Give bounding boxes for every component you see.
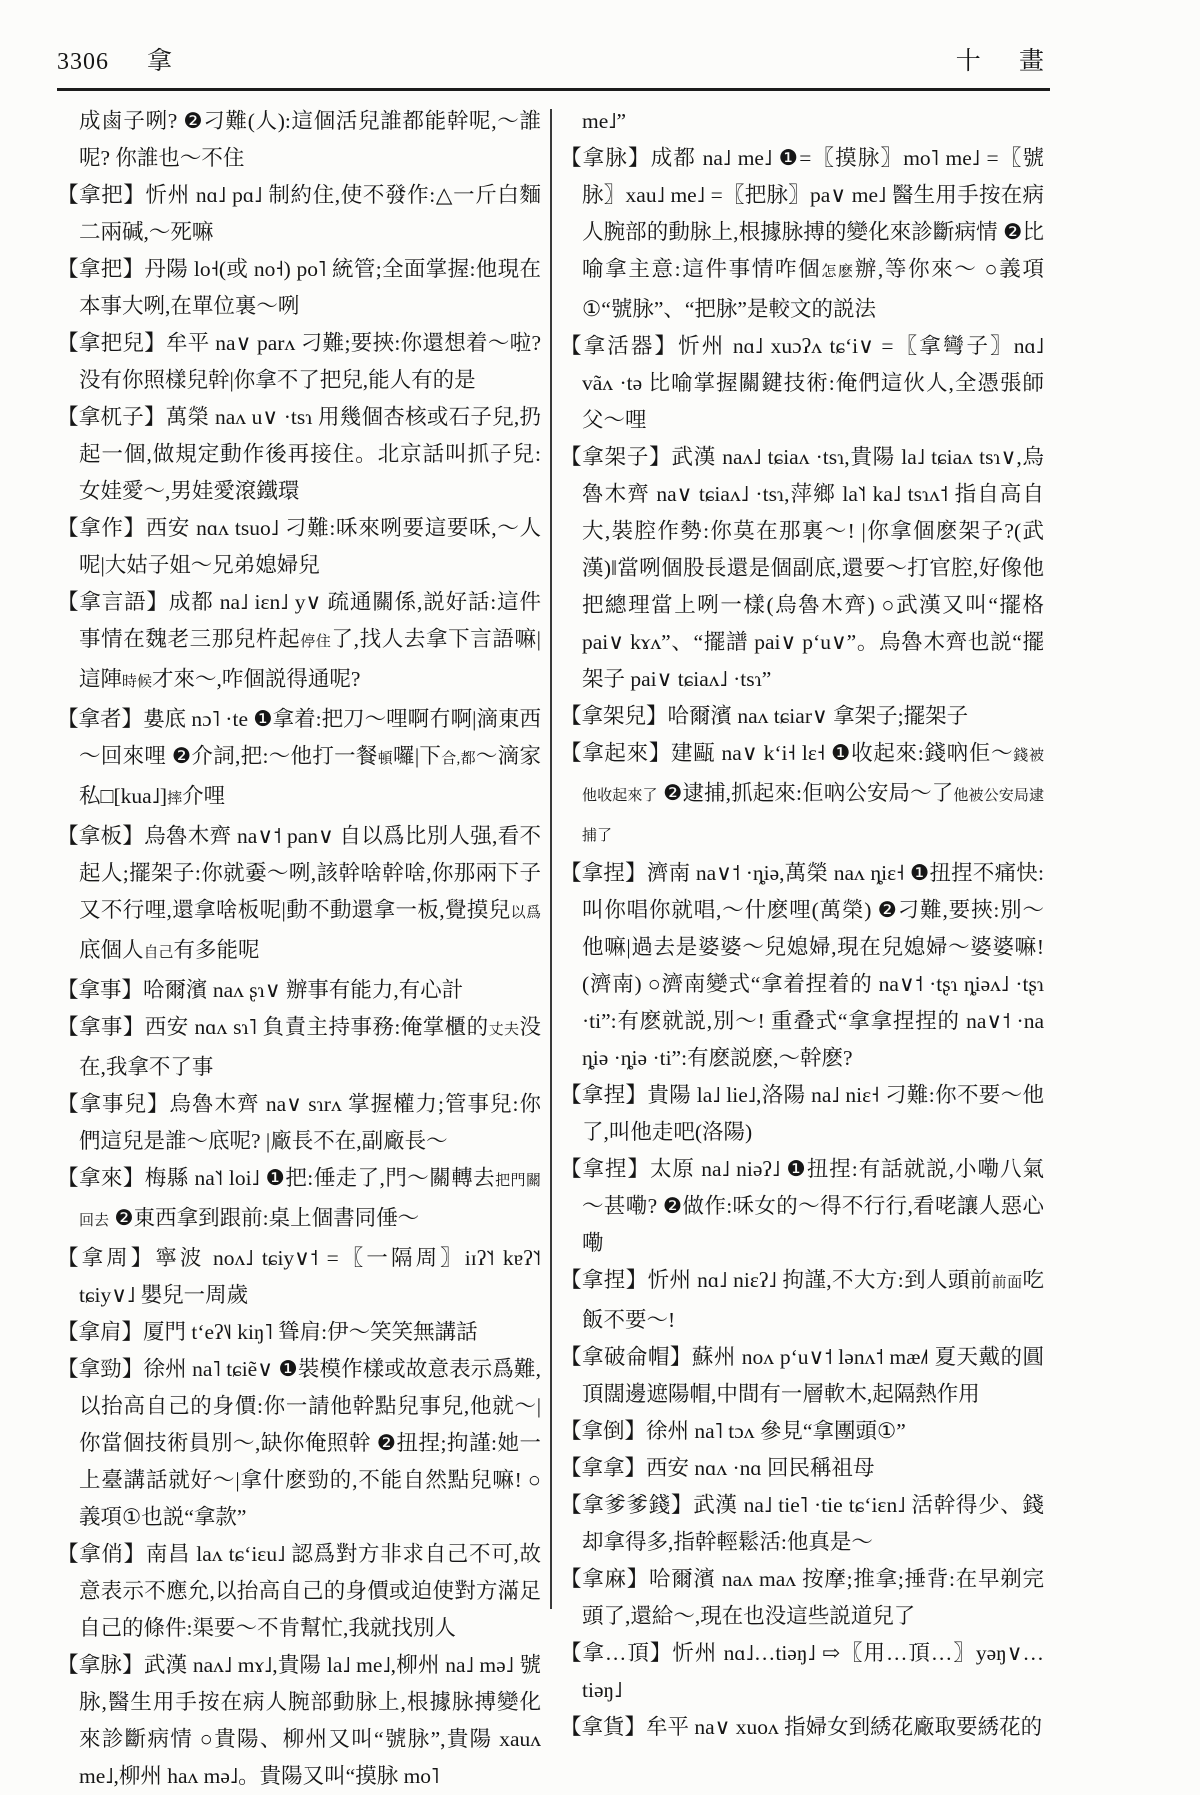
entry-paragraph: 【拿者】婁底 nɔ˥ ·te ❶拿着:把刀～哩啊冇啊|滴東西～回來哩 ❷介詞,把:～他打一餐頓囉|下合,都～滴家私□[kua˩]摔介哩 bbox=[57, 707, 541, 808]
column-divider bbox=[550, 109, 552, 1609]
gloss-small-text: 以爲 bbox=[510, 905, 541, 921]
entry-paragraph: 【拿事兒】烏魯木齊 na∨ sɿrʌ 掌握權力;管事兒:你們這兒是誰～底呢? |廠長不在,副廠長～ bbox=[57, 1092, 541, 1153]
entry-paragraph: 【拿活器】忻州 nɑ˩ xuɔʔʌ tɕʻi∨ =〖拿彎子〗nɑ˩ vãʌ ·tə 比喻掌握關鍵技術:俺們這伙人,全憑張師父～哩 bbox=[560, 334, 1044, 432]
gloss-small-text: 錢被他收起來了 bbox=[582, 748, 1044, 804]
page-number: 3306 bbox=[57, 49, 109, 75]
header-rule bbox=[57, 88, 1050, 91]
entry-paragraph: 【拿起來】建甌 na∨ kʻi˧ lɛ˧ ❶收起來:錢吶佢～錢被他收起來了 ❷逮捕,抓起來:佢吶公安局～了他被公安局逮捕了 bbox=[560, 741, 1044, 844]
entry-paragraph: 【拿捏】忻州 nɑ˩ niɛʔ˩ 拘謹,不大方:到人頭前前面吃飯不要～! bbox=[560, 1268, 1044, 1332]
entry-paragraph: 【拿捏】貴陽 la˩ lie˩,洛陽 na˩ niɛ˧ 刁難:你不要～他了,叫他走吧(洛陽) bbox=[560, 1083, 1044, 1144]
gloss-small-text: 停住 bbox=[300, 634, 332, 650]
entry-paragraph: 【拿爹爹錢】武漢 na˩ tie˥ ·tie tɕʻiɛn˩ 活幹得少、錢却拿得多,指幹輕鬆活:他真是～ bbox=[560, 1493, 1044, 1554]
entry-paragraph: 【拿勁】徐州 na˥ tɕiẽ∨ ❶裝模作樣或故意表示爲難,以抬高自己的身價:你一請他幹點兒事兒,他就～|你當個技術員別～,缺你俺照幹 ❷扭捏;拘謹:她一上臺講話就好～|拿什麽勁的,不能自然點兒嘛! ○義項①也説“拿款” bbox=[57, 1357, 541, 1529]
entry-paragraph: 【拿架兒】哈爾濱 naʌ tɕiar∨ 拿架子;擺架子 bbox=[560, 704, 969, 728]
entry-paragraph: 【拿來】梅縣 na˥˦ loi˩ ❶把:倕走了,門～關轉去把門關回去 ❷東西拿到跟前:桌上個書同倕～ bbox=[57, 1166, 541, 1230]
entry-paragraph: 【拿把】忻州 nɑ˩ pɑ˩ 制約住,使不發作:△一斤白麵二兩碱,～死嘛 bbox=[57, 183, 541, 244]
gloss-small-text: 怎麽 bbox=[821, 264, 855, 280]
entry-paragraph: 【拿言語】成都 na˩ iɛn˩ y∨ 疏通關係,説好話:這件事情在魏老三那兒杵起停住了,找人去拿下言語嘛|這陣時候才來～,咋個説得通呢? bbox=[57, 590, 541, 691]
gloss-small-text: 時候 bbox=[122, 674, 153, 690]
entry-paragraph: 【拿周】寧波 noʌ˩ tɕiy∨˦ =〖一隔周〗iɪʔ˥˦ kɐʔ˥˦ tɕiy∨˩ 嬰兒一周歲 bbox=[57, 1246, 541, 1307]
stroke-section-label: 十 畫 bbox=[955, 48, 1060, 75]
entry-paragraph: 成鹵子咧? ❷刁難(人):這個活兒誰都能幹呢,～誰呢? 你誰也～不住 bbox=[79, 109, 541, 170]
entry-paragraph: 【拿板】烏魯木齊 na∨˦ pan∨ 自以爲比別人强,看不起人;擺架子:你就嫑～咧,該幹啥幹啥,你那兩下子又不行哩,還拿啥板呢|動不動還拿一板,覺摸兒以爲底個人自己有多能呢 bbox=[57, 824, 541, 962]
entry-paragraph: 【拿麻】哈爾濱 naʌ maʌ 按摩;推拿;捶背:在早剃完頭了,還給～,現在也没這些説道兒了 bbox=[560, 1567, 1044, 1628]
gloss-small-text: 他被公安局逮捕了 bbox=[582, 788, 1044, 844]
entry-paragraph: 【拿拿】西安 nɑʌ ·nɑ 回民稱祖母 bbox=[560, 1456, 875, 1480]
gloss-small-text: 合,都 bbox=[441, 751, 476, 767]
entry-paragraph: 【拿倒】徐州 na˥ tɔʌ 參見“拿團頭①” bbox=[560, 1419, 906, 1443]
entry-paragraph: 【拿…頂】忻州 nɑ˩…tiəŋ˩ ⇨〖用…頂…〗yəŋ∨…tiəŋ˩ bbox=[560, 1641, 1044, 1702]
entry-paragraph: 【拿破侖帽】蘇州 noʌ pʻu∨˦ lənʌ˦ mæ˩˦ 夏天戴的圓頂闊邊遮陽帽,中間有一層軟木,起隔熱作用 bbox=[560, 1345, 1044, 1406]
gloss-small-text: 把門關回去 bbox=[79, 1173, 541, 1229]
gloss-small-text: 自己 bbox=[143, 945, 174, 961]
right-column bbox=[560, 103, 1044, 1795]
page-headword: 拿 bbox=[147, 48, 173, 75]
entry-paragraph: 【拿事】哈爾濱 naʌ ʂɿ∨ 辦事有能力,有心計 bbox=[57, 978, 464, 1002]
entry-paragraph: 【拿肩】厦門 tʻeʔ˥˩ kiŋ˥ 聳肩:伊～笑笑無講話 bbox=[57, 1320, 478, 1344]
left-column bbox=[57, 103, 541, 1795]
entry-paragraph: 【拿把兒】牟平 na∨ parʌ 刁難;要挾:你還想着～啦? 没有你照樣兒幹|你拿不了把兒,能人有的是 bbox=[57, 331, 541, 392]
entry-paragraph: 【拿脉】武漢 naʌ˩ mɤ˩,貴陽 la˩ me˩,柳州 na˩ mə˩ 號脉,醫生用手按在病人腕部動脉上,根據脉搏變化來診斷病情 ○貴陽、柳州又叫“號脉”,貴陽 xauʌ me˩,柳州 haʌ mə˩。貴陽又叫“摸脉 mo˥ bbox=[57, 1653, 541, 1788]
entry-paragraph: 【拿架子】武漢 naʌ˩ tɕiaʌ ·tsɿ,貴陽 la˩ tɕiaʌ tsɿ∨,烏魯木齊 na∨ tɕiaʌ˩ ·tsɿ,萍鄉 la˥˦ ka˩ tsɿʌ˦ 指自高自大,裝腔作勢:你莫在那裏～! |你拿個麽架子?(武漢)‖當咧個股長還是個副底,還要～打官腔,好像他把總理當上咧一樣(烏魯木齊) ○武漢又叫“擺格 pai∨ kɤʌ”、“擺譜 pai∨ pʻu∨”。烏魯木齊也説“擺架子 pai∨ tɕiaʌ˩ ·tsɿ” bbox=[560, 445, 1044, 691]
gloss-small-text: 丈夫 bbox=[488, 1022, 520, 1038]
entry-paragraph: me˩” bbox=[582, 109, 627, 133]
gloss-small-text: 頓 bbox=[377, 751, 394, 767]
entry-paragraph: 【拿把】丹陽 lo˧(或 no˧) po˥ 統管;全面掌握:他現在本事大咧,在單位裏～咧 bbox=[57, 257, 541, 318]
entry-paragraph: 【拿貨】牟平 na∨ xuoʌ 指婦女到綉花廠取要綉花的 bbox=[560, 1715, 1043, 1739]
entry-paragraph: 【拿作】西安 nɑʌ tsuo˩ 刁難:咊來咧要這要咊,～人呢|大姑子姐～兄弟媳婦兒 bbox=[57, 516, 541, 577]
entry-paragraph: 【拿杌子】萬榮 naʌ u∨ ·tsɿ 用幾個杏核或石子兒,扔起一個,做規定動作後再接住。北京話叫抓子兒:女娃愛～,男娃愛滾鐵環 bbox=[57, 405, 541, 503]
entry-paragraph: 【拿事】西安 nɑʌ sɿ˥ 負責主持事務:俺掌櫃的丈夫没在,我拿不了事 bbox=[57, 1015, 541, 1079]
page-header bbox=[57, 48, 1060, 76]
entry-paragraph: 【拿捏】濟南 na∨˦ ·ȵiə,萬榮 naʌ ȵiɛ˧ ❶扭捏不痛快:叫你唱你就唱,～什麽哩(萬榮) ❷刁難,要挾:別～他嘛|過去是婆婆～兒媳婦,現在兒媳婦～婆婆嘛!(濟南) ○濟南變式“拿着捏着的 na∨˦ ·tʂɿ ȵiəʌ˩ ·tʂɿ ·ti”:有麽就説,別～! 重叠式“拿拿捏捏的 na∨˦ ·na ȵiə ·ȵiə ·ti”:有麽説麽,～幹麽? bbox=[560, 861, 1044, 1070]
entry-paragraph: 【拿脉】成都 na˩ me˩ ❶=〖摸脉〗mo˥ me˩ =〖號脉〗xau˩ me˩ =〖把脉〗pa∨ me˩ 醫生用手按在病人腕部的動脉上,根據脉搏的變化來診斷病情 ❷比喻拿主意:這件事情咋個怎麽辦,等你來～ ○義項①“號脉”、“把脉”是較文的説法 bbox=[560, 146, 1044, 321]
text-columns bbox=[57, 103, 1050, 1795]
entry-paragraph: 【拿捏】太原 na˩ niəʔ˩ ❶扭捏:有話就説,小嘞八氣～甚嘞? ❷做作:咊女的～得不行行,看咾讓人惡心嘞 bbox=[560, 1157, 1044, 1255]
entry-paragraph: 【拿俏】南昌 laʌ tɕʻiɛu˩ 認爲對方非求自己不可,故意表示不應允,以抬高自己的身價或迫使對方滿足自己的條件:渠要～不肯幫忙,我就找別人 bbox=[57, 1542, 541, 1640]
gloss-small-text: 摔 bbox=[167, 791, 183, 807]
gloss-small-text: 前面 bbox=[991, 1275, 1023, 1291]
